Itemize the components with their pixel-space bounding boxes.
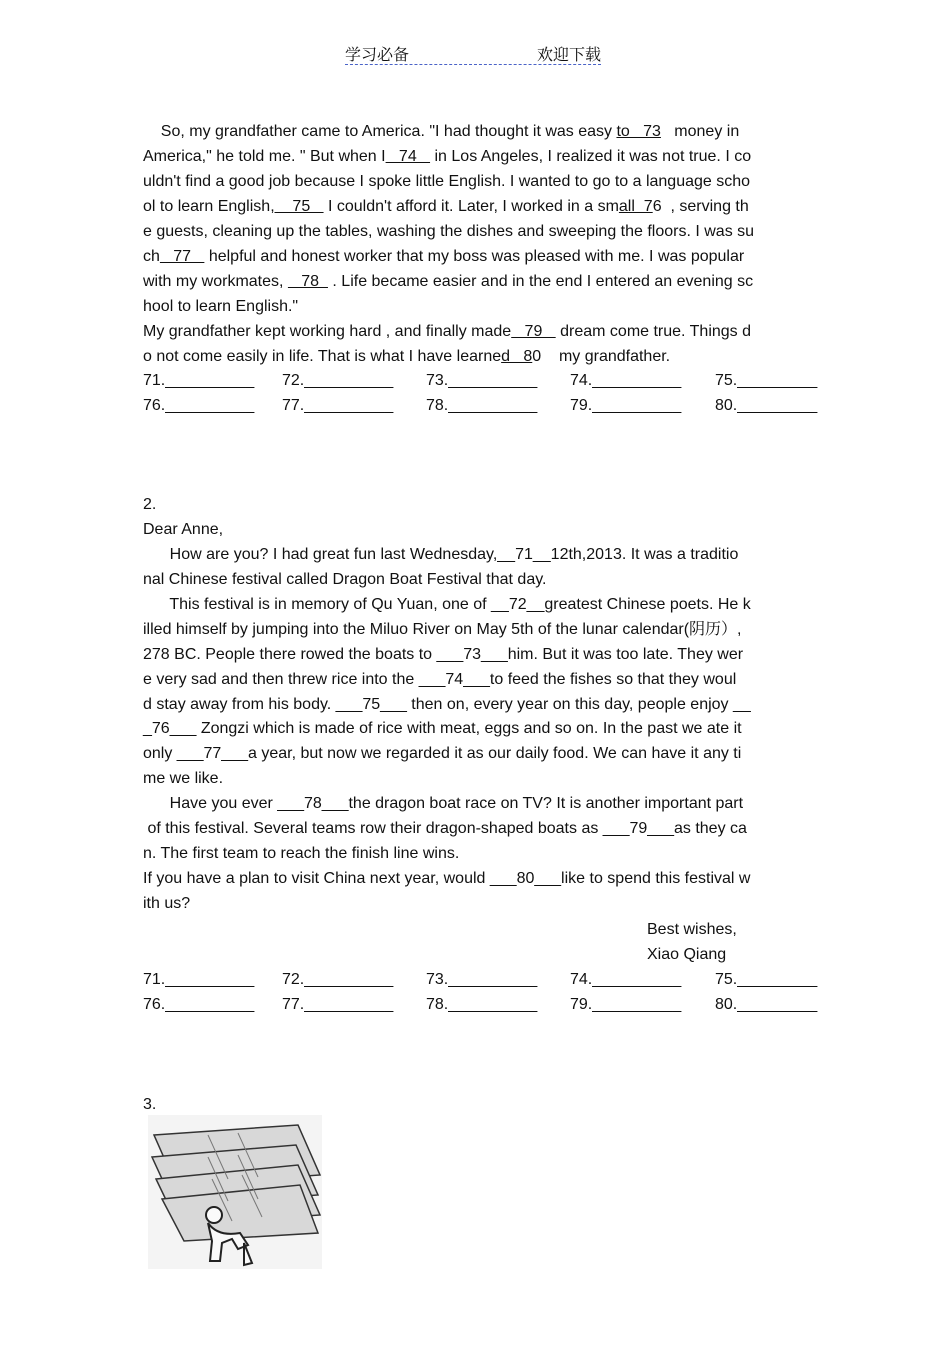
answer-blank: 78 [287, 273, 328, 290]
answer-blank: d 8 [501, 348, 533, 365]
blank-73: 73.__________ [426, 971, 538, 988]
text-run: So, my grandfather came to America. "I had thought it was easy [143, 123, 617, 140]
passage-2-line-12 [143, 794, 743, 814]
passage-2-line-3 [143, 570, 546, 590]
passage-2-line-11 [143, 769, 223, 789]
answer-blank: 74 [385, 148, 431, 165]
text-run: I couldn't afford it. Later, I worked in a sm [323, 198, 619, 215]
text-run: me we like. [143, 770, 224, 788]
text-run: money in [660, 123, 740, 140]
blank-71: 71.__________ [143, 372, 255, 389]
text-run: in Los Angeles, I realized it was not true. I co [430, 148, 752, 165]
text-run: with my workmates, [143, 273, 288, 290]
blank-80: 80._________ [715, 996, 818, 1013]
header-right: 欢迎下载 [536, 45, 601, 64]
signature: Xiao Qiang [647, 946, 727, 963]
blank-79: 79.__________ [570, 397, 682, 414]
blank-72: 72.__________ [282, 372, 394, 389]
text-run: uldn't find a good job because I spoke little English. I wanted to go to a language scho [143, 173, 751, 190]
passage-2-line-8 [143, 695, 751, 715]
text-run: illed himself by jumping into the Miluo River on May 5th of the lunar calendar(阴历）, [143, 620, 742, 638]
blank-75: 75._________ [715, 971, 818, 988]
passage-2-line-14 [143, 844, 459, 864]
blank-76: 76.__________ [143, 996, 255, 1013]
text-run: n. The first team to reach the finish line wins. [143, 845, 460, 863]
text-run: only ___77___a year, but now we regarded it as our daily food. We can have it any ti [143, 745, 742, 763]
text-run: My grandfather kept working hard , and finally made [143, 323, 512, 340]
passage-1-line-6 [143, 247, 744, 267]
text-run: _76___ Zongzi which is made of rice with meat, eggs and so on. In the past we ate it [143, 720, 742, 738]
passage-1-line-8 [143, 297, 298, 317]
blank-71: 71.__________ [143, 971, 255, 988]
blank-80: 80._________ [715, 397, 818, 414]
blank-78: 78.__________ [426, 397, 538, 414]
passage-1-line-1 [143, 122, 739, 142]
text-run: e guests, cleaning up the tables, washing the dishes and sweeping the floors. I was su [143, 223, 755, 240]
text-run: How are you? I had great fun last Wednesday,__71__12th,2013. It was a traditio [143, 545, 739, 563]
passage-1-line-2 [143, 147, 751, 167]
passage-2-line-16 [143, 894, 190, 914]
text-run: 0 my grandfather. [532, 348, 671, 365]
books-illustration-icon [148, 1115, 322, 1269]
text-run: This festival is in memory of Qu Yuan, one of __72__greatest Chinese poets. He k [143, 595, 751, 613]
blank-75: 75._________ [715, 372, 818, 389]
illustration-man-carrying-books [148, 1115, 322, 1269]
text-run: dream come true. Things d [555, 323, 752, 340]
passage-2-line-2 [143, 545, 738, 565]
text-run: ol to learn English [143, 198, 271, 215]
text-run: 278 BC. People there rowed the boats to ___73___him. But it was too late. They wer [143, 645, 744, 663]
blank-77: 77.__________ [282, 996, 394, 1013]
passage-2-line-7 [143, 670, 736, 690]
text-run: ith us? [143, 894, 191, 912]
passage-1-line-4 [143, 197, 749, 217]
passage-1-line-10 [143, 347, 670, 367]
passage-2-line-13 [143, 819, 747, 839]
passage-1-line-7 [143, 272, 753, 292]
text-run: If you have a plan to visit China next year, would ___80___like to spend this festival w [143, 870, 751, 888]
passage-1-line-5 [143, 222, 754, 242]
text-run: d stay away from his body. ___75___ then on, every year on this day, people enjoy __ [143, 695, 751, 713]
closing: Best wishes, [647, 921, 737, 938]
section-2-number: 2. [143, 496, 157, 513]
answer-blank: all 7 [618, 198, 653, 215]
passage-2-line-5 [143, 620, 742, 640]
text-run: 6 , serving th [652, 198, 749, 215]
passage-1-line-3 [143, 172, 750, 192]
passage-2-line-9 [143, 719, 742, 739]
passage-1-line-9 [143, 322, 751, 342]
text-run: Dear Anne, [143, 521, 224, 538]
blank-74: 74.__________ [570, 372, 682, 389]
answer-blank: to 73 [616, 123, 661, 140]
page-header [345, 40, 601, 65]
text-run: nal Chinese festival called Dragon Boat Festival that day. [143, 570, 547, 588]
passage-2-line-15 [143, 869, 750, 889]
header-left: 学习必备 [345, 45, 410, 64]
answer-blank: , 75 [270, 198, 324, 215]
text-run: e very sad and then threw rice into the ___74___to feed the fishes so that they woul [143, 670, 737, 688]
text-run: helpful and honest worker that my boss was pleased with me. I was popular [204, 248, 745, 265]
passage-2-line-10 [143, 744, 741, 764]
text-run: America," he told me. " But when I [143, 148, 386, 165]
blank-77: 77.__________ [282, 397, 394, 414]
text-run: o not come easily in life. That is what I have learne [143, 348, 502, 365]
passage-2-line-1 [143, 520, 223, 540]
text-run: of this festival. Several teams row their dragon-shaped boats as ___79___as they ca [143, 820, 747, 838]
blank-73: 73.__________ [426, 372, 538, 389]
text-run: ch [143, 248, 160, 265]
blank-79: 79.__________ [570, 996, 682, 1013]
passage-2-line-6 [143, 645, 743, 665]
blank-76: 76.__________ [143, 397, 255, 414]
blank-72: 72.__________ [282, 971, 394, 988]
text-run: Have you ever ___78___the dragon boat race on TV? It is another important part [143, 795, 744, 813]
answer-blank: 79 [511, 323, 556, 340]
blank-74: 74.__________ [570, 971, 682, 988]
text-run: . Life became easier and in the end I entered an evening sc [327, 273, 754, 290]
blank-78: 78.__________ [426, 996, 538, 1013]
passage-2-line-4 [143, 595, 751, 615]
answer-blank: 77 [159, 248, 205, 265]
text-run: hool to learn English." [143, 298, 299, 315]
section-3-number: 3. [143, 1096, 157, 1113]
